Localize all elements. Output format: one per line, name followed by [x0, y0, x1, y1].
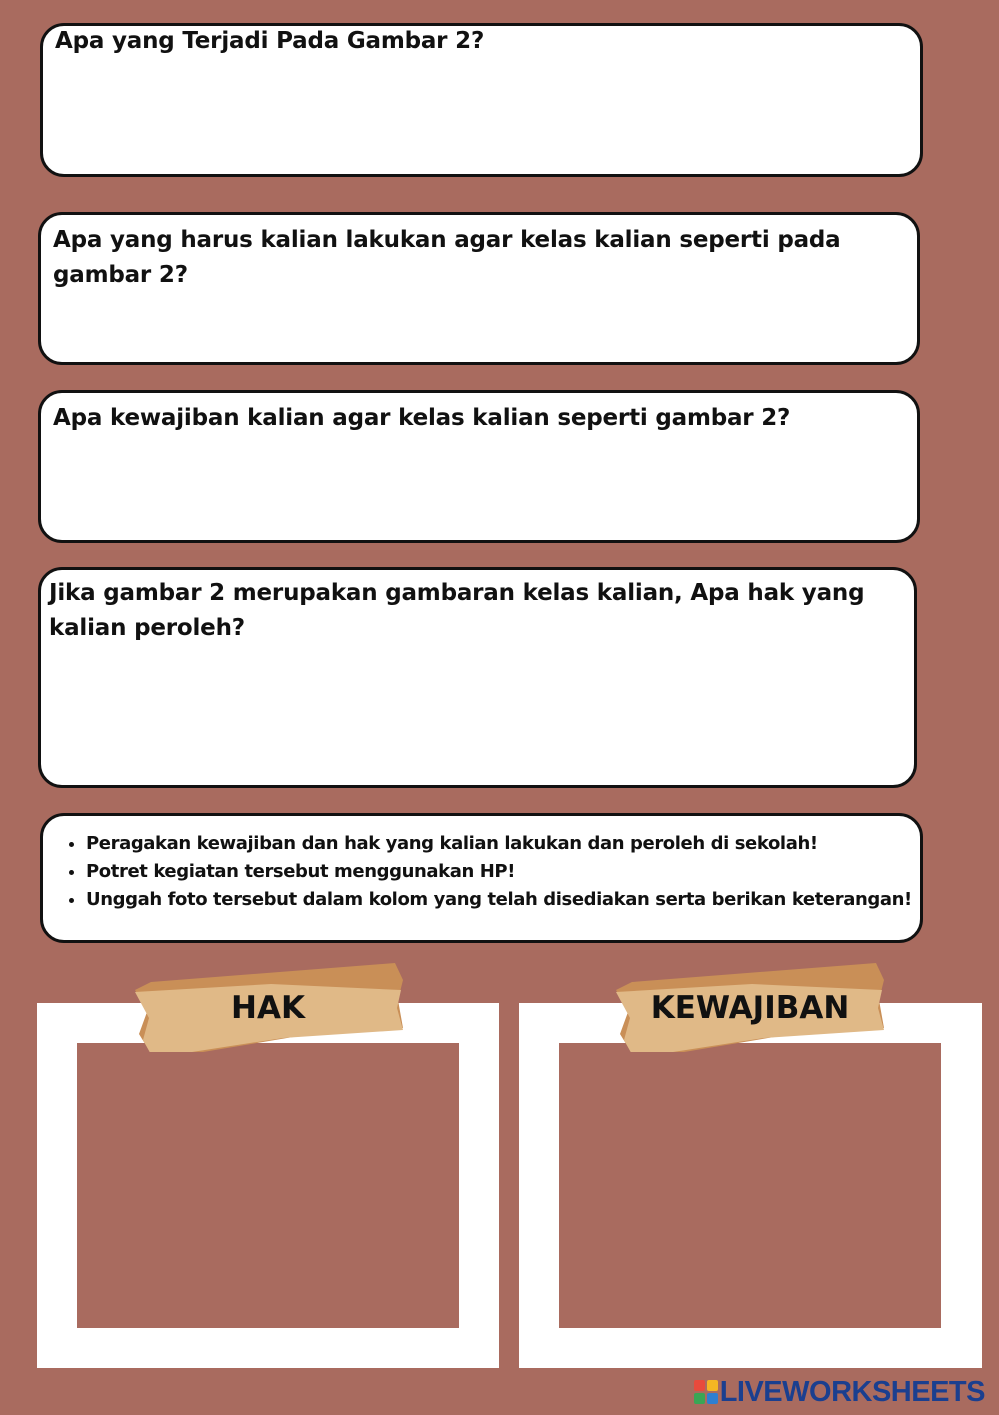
brand-name: LIVEWORKSHEETS	[719, 1375, 985, 1408]
instruction-item: • Unggah foto tersebut dalam kolom yang telah disediakan serta berikan keterangan!	[86, 886, 920, 914]
liveworksheets-logo-icon	[694, 1380, 718, 1404]
question-text-4: Jika gambar 2 merupakan gambaran kelas kalian, Apa hak yang kalian peroleh?	[49, 580, 865, 641]
hak-photo-upload-area[interactable]	[77, 1043, 459, 1328]
instructions-box	[40, 813, 923, 943]
question-box-1[interactable]	[40, 23, 923, 177]
instructions-list	[43, 830, 920, 914]
liveworksheets-brand[interactable]	[694, 1377, 985, 1407]
kewajiban-photo-frame	[519, 1003, 982, 1368]
question-box-4[interactable]	[38, 567, 917, 788]
question-box-3[interactable]	[38, 390, 920, 543]
question-text-3: Apa kewajiban kalian agar kelas kalian seperti gambar 2?	[53, 405, 791, 431]
hak-photo-frame	[37, 1003, 499, 1368]
kewajiban-photo-upload-area[interactable]	[559, 1043, 941, 1328]
instruction-item: • Potret kegiatan tersebut menggunakan HP!	[86, 858, 920, 886]
question-text-1: Apa yang Terjadi Pada Gambar 2?	[55, 28, 485, 54]
kewajiban-label: KEWAJIBAN	[650, 990, 850, 1026]
hak-label: HAK	[231, 990, 305, 1026]
question-box-2[interactable]	[38, 212, 920, 365]
instruction-item: • Peragakan kewajiban dan hak yang kalian lakukan dan peroleh di sekolah!	[86, 830, 920, 858]
question-text-2: Apa yang harus kalian lakukan agar kelas kalian seperti pada gambar 2?	[53, 227, 841, 288]
